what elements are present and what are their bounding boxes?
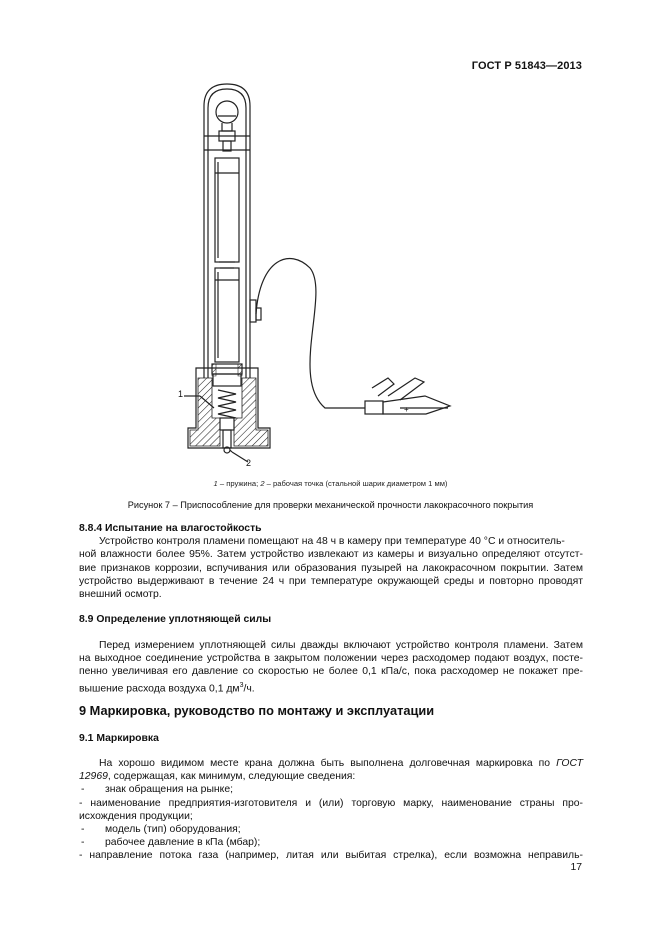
paragraph-line: внешний осмотр.	[79, 589, 162, 601]
clip-plus-sign: +	[404, 405, 409, 414]
section-heading: 8.9 Определение уплотняющей силы	[79, 614, 272, 625]
list-item	[79, 823, 583, 836]
paragraph-line: ной влажности более 95%. Затем устройство извлекают из камеры и визуально определяют отсутст-	[79, 549, 583, 561]
list-item: - направление потока газа (например, литая или выбитая стрелка), если возможна неправиль-	[79, 850, 583, 862]
page-number: 17	[570, 862, 582, 873]
legend-num-2: 2	[260, 479, 265, 488]
paragraph-line: устройство выдерживают в течение 24 ч при температуре окружающей среды и повторно проводят	[79, 575, 583, 587]
list-item-text: знак обращения на рынке;	[105, 784, 233, 796]
section-heading: 8.8.4 Испытание на влагостойкость	[79, 523, 262, 534]
figure-caption: Рисунок 7 – Приспособление для проверки механической прочности лакокрасочного покрытия	[127, 500, 534, 510]
gost-reference: ГОСТ	[556, 758, 583, 769]
paragraph-line: вие признаков коррозии, вспучивания или образования пузырей на лакокрасочном покрытии. Затем	[79, 562, 583, 574]
gost-reference-number: 12969	[79, 771, 108, 783]
paragraph-line-last	[79, 679, 583, 696]
legend-num-1: 1	[213, 479, 218, 488]
paragraph-line	[79, 770, 583, 783]
section-8-8-4	[79, 522, 583, 601]
section-8-9-body	[79, 639, 583, 695]
callout-2: 2	[246, 458, 252, 468]
list-dash: -	[81, 837, 85, 849]
base-hatch-left	[190, 378, 220, 446]
list-dash: -	[81, 784, 85, 796]
list-item-text: рабочее давление в кПа (мбар);	[105, 837, 261, 849]
legend-text-1: – пружина;	[217, 479, 261, 488]
list-item: - наименование предприятия-изготовителя и (или) торговую марку, наименование страны про-	[79, 797, 583, 809]
section-9-heading: 9 Маркировка, руководство по монтажу и эксплуатации	[79, 703, 435, 718]
intro-text: На хорошо видимом месте крана должна быть выполнена долговечная маркировка по	[99, 758, 557, 769]
list-item	[79, 836, 583, 849]
device-outline	[184, 84, 450, 462]
line-text-end: /ч.	[243, 683, 255, 695]
section-9-1	[79, 732, 583, 745]
list-item	[79, 783, 583, 796]
line-text: вышение расхода воздуха 0,1 дм	[79, 683, 240, 695]
callout-1: 1	[178, 389, 184, 399]
figure-apparatus-drawing	[160, 78, 480, 473]
section-8-9	[79, 613, 583, 626]
section-heading: 9.1 Маркировка	[79, 733, 159, 744]
apparatus-svg	[160, 78, 480, 473]
paragraph-line	[79, 757, 583, 770]
figure-legend	[0, 479, 661, 488]
list-dash: -	[81, 824, 85, 836]
legend-text-2: – рабочая точка (стальной шарик диаметром 1 мм)	[264, 479, 448, 488]
list-item-continuation: исхождения продукции;	[79, 810, 193, 822]
list-item-text: модель (тип) оборудования;	[105, 824, 241, 836]
document-code: ГОСТ Р 51843—2013	[471, 60, 582, 72]
paragraph-line: Устройство контроля пламени помещают на 48 ч в камеру при температуре 40 °С и относитель-	[99, 536, 565, 548]
intro-text-end: , содержащая, как минимум, следующие сведения:	[107, 771, 356, 783]
base-hatch-right	[234, 378, 268, 446]
superscript: 3	[239, 681, 244, 689]
paragraph-line: на выходное соединение устройства в закрытом положении через расходомер подают воздух, посте-	[79, 653, 583, 665]
paragraph-line: пенно увеличивая его давление со скоростью не более 0,1 кПа/с, пока расходомер не покажет пре-	[79, 666, 583, 678]
section-9-1-body	[79, 757, 583, 863]
paragraph-line: Перед измерением уплотняющей силы дважды включают устройство контроля пламени. Затем	[99, 640, 583, 651]
